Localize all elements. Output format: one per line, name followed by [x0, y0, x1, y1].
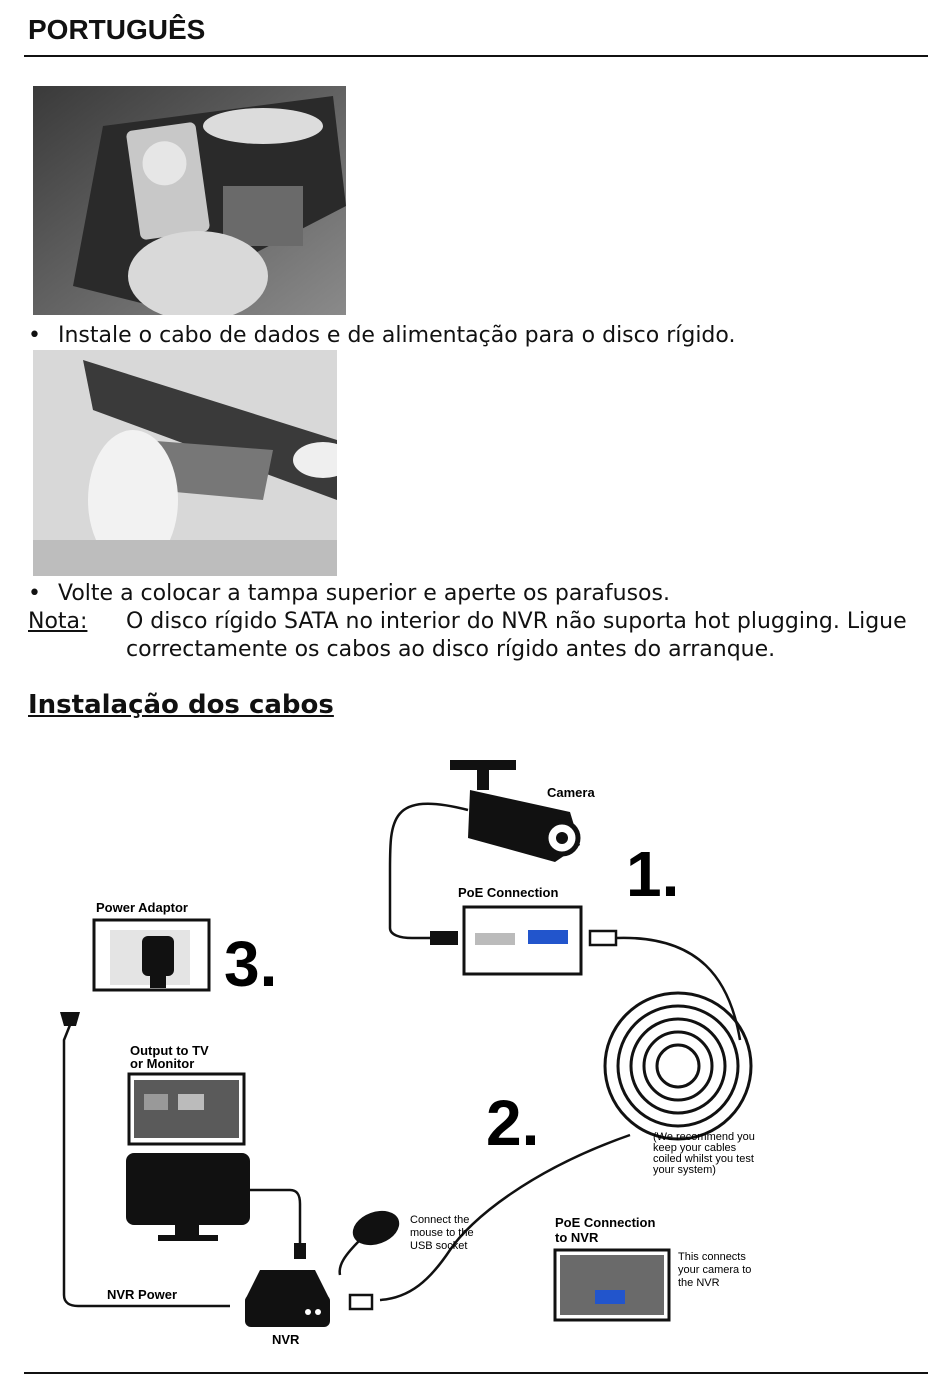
- step-replace-cover: [28, 580, 670, 608]
- step-text: Volte a colocar a tampa superior e aperte os parafusos.: [58, 581, 670, 606]
- poe-nvr-label: PoE Connection to NVR: [555, 1215, 656, 1245]
- photo-hard-disk-install: [33, 86, 346, 315]
- section-title: Instalação dos cabos: [28, 690, 334, 720]
- camera-label: Camera: [547, 785, 595, 800]
- footer-rule: [24, 1372, 928, 1374]
- mouse-instruction: Connect the mouse to the USB socket: [410, 1214, 474, 1252]
- photo-cover-replace: [33, 350, 337, 576]
- cable-coil-icon: [605, 993, 751, 1139]
- camera-icon: [450, 760, 580, 862]
- note-text: O disco rígido SATA no interior do NVR não suporta hot plugging. Ligue correctamente os cabos ao disco rígido antes do arranque.: [126, 609, 907, 662]
- cable-installation-diagram: [50, 750, 810, 1359]
- step-install-cables: [28, 322, 735, 350]
- monitor-icon: [126, 1153, 250, 1241]
- language-header: PORTUGUÊS: [28, 14, 206, 45]
- bullet-dot: •: [28, 581, 41, 606]
- output-label: Output to TV or Monitor: [130, 1043, 209, 1071]
- poe-nvr-description: This connects your camera to the NVR: [678, 1251, 752, 1289]
- step-1-number: 1.: [626, 838, 680, 910]
- step-2-number: 2.: [486, 1087, 540, 1159]
- note-label: Nota:: [28, 609, 88, 634]
- poe-connection-label: PoE Connection: [458, 885, 559, 900]
- nvr-power-label: NVR Power: [107, 1287, 178, 1302]
- power-adaptor-label: Power Adaptor: [96, 900, 188, 915]
- nvr-box-icon: [245, 1270, 330, 1327]
- coil-recommendation: (We recommend you keep your cables coiled whilst you test your system): [653, 1131, 755, 1176]
- step-text: Instale o cabo de dados e de alimentação para o disco rígido.: [58, 323, 736, 348]
- step-3-number: 3.: [224, 928, 278, 1000]
- nvr-label: NVR: [272, 1332, 300, 1347]
- header-rule: [24, 55, 928, 57]
- bullet-dot: •: [28, 323, 41, 348]
